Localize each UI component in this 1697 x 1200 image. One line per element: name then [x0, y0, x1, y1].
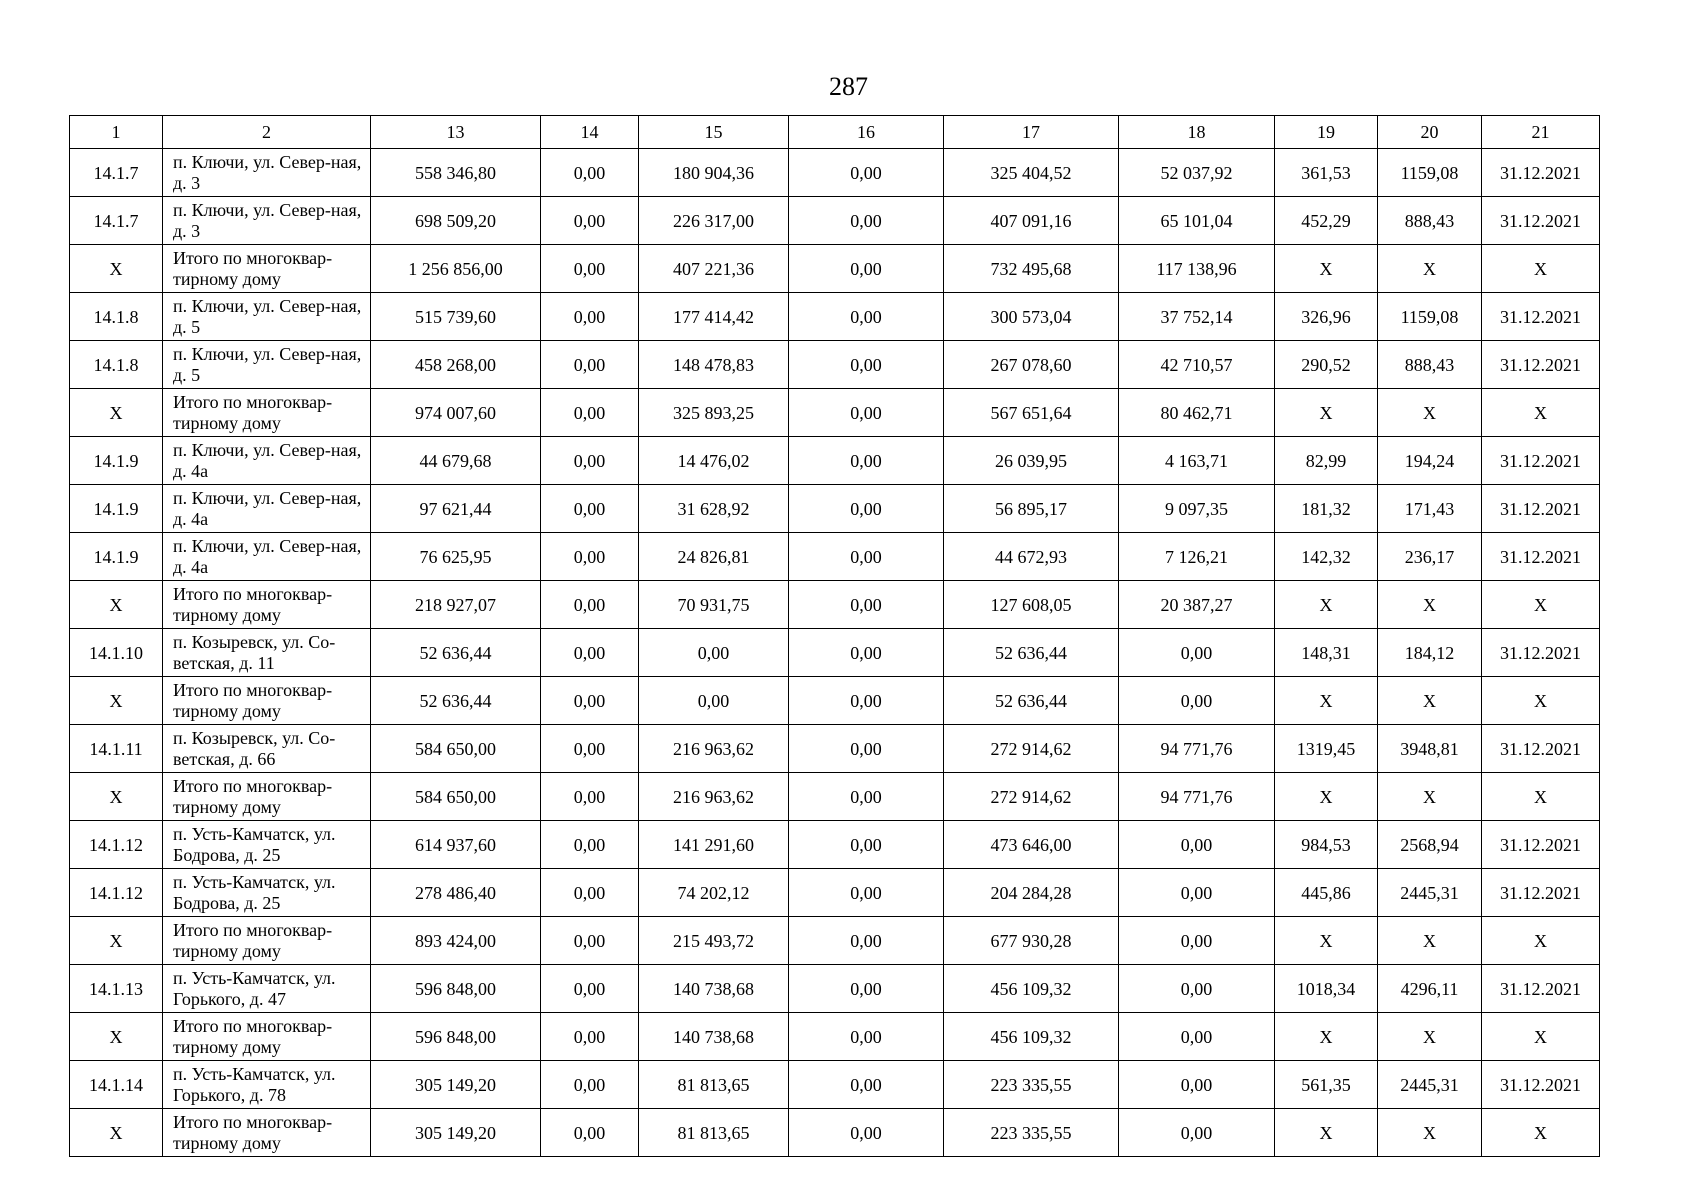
- col14-cell: 0,00: [541, 773, 639, 821]
- col15-cell: 325 893,25: [639, 389, 789, 437]
- row-number-cell: 14.1.11: [70, 725, 163, 773]
- row-number-cell: X: [70, 581, 163, 629]
- col20-cell: 171,43: [1378, 485, 1482, 533]
- col16-cell: 0,00: [789, 917, 944, 965]
- col15-cell: 148 478,83: [639, 341, 789, 389]
- col21-cell: X: [1482, 773, 1600, 821]
- table-row: [70, 389, 1600, 437]
- address-cell: п. Усть-Камчатск, ул. Горького, д. 47: [163, 965, 371, 1013]
- col16-cell: 0,00: [789, 149, 944, 197]
- col14-cell: 0,00: [541, 869, 639, 917]
- col15-cell: 216 963,62: [639, 725, 789, 773]
- col14-cell: 0,00: [541, 821, 639, 869]
- row-number-cell: X: [70, 677, 163, 725]
- col13-cell: 596 848,00: [371, 1013, 541, 1061]
- col15-cell: 14 476,02: [639, 437, 789, 485]
- col20-cell: 194,24: [1378, 437, 1482, 485]
- col14-cell: 0,00: [541, 197, 639, 245]
- col20-cell: X: [1378, 677, 1482, 725]
- address-cell: п. Ключи, ул. Север-ная, д. 4а: [163, 533, 371, 581]
- col20-cell: 2568,94: [1378, 821, 1482, 869]
- address-cell: п. Козыревск, ул. Со-ветская, д. 66: [163, 725, 371, 773]
- col21-cell: 31.12.2021: [1482, 725, 1600, 773]
- col16-cell: 0,00: [789, 725, 944, 773]
- col19-cell: 181,32: [1275, 485, 1378, 533]
- table-row: [70, 965, 1600, 1013]
- col17-cell: 26 039,95: [944, 437, 1119, 485]
- column-header: 18: [1119, 116, 1275, 149]
- col13-cell: 458 268,00: [371, 341, 541, 389]
- col18-cell: 0,00: [1119, 821, 1275, 869]
- col20-cell: 4296,11: [1378, 965, 1482, 1013]
- table-body: [70, 149, 1600, 1157]
- col19-cell: X: [1275, 245, 1378, 293]
- col21-cell: X: [1482, 245, 1600, 293]
- col18-cell: 94 771,76: [1119, 725, 1275, 773]
- col13-cell: 278 486,40: [371, 869, 541, 917]
- col19-cell: 445,86: [1275, 869, 1378, 917]
- col17-cell: 456 109,32: [944, 1013, 1119, 1061]
- table-row: [70, 1013, 1600, 1061]
- address-cell: Итого по многоквар-тирному дому: [163, 1109, 371, 1157]
- col21-cell: 31.12.2021: [1482, 821, 1600, 869]
- col16-cell: 0,00: [789, 533, 944, 581]
- col18-cell: 0,00: [1119, 869, 1275, 917]
- col19-cell: X: [1275, 1013, 1378, 1061]
- col17-cell: 223 335,55: [944, 1109, 1119, 1157]
- col16-cell: 0,00: [789, 1061, 944, 1109]
- col19-cell: 326,96: [1275, 293, 1378, 341]
- col19-cell: 1018,34: [1275, 965, 1378, 1013]
- col13-cell: 305 149,20: [371, 1109, 541, 1157]
- col19-cell: X: [1275, 773, 1378, 821]
- col18-cell: 0,00: [1119, 1061, 1275, 1109]
- col14-cell: 0,00: [541, 389, 639, 437]
- col17-cell: 272 914,62: [944, 725, 1119, 773]
- row-number-cell: X: [70, 1013, 163, 1061]
- col14-cell: 0,00: [541, 1109, 639, 1157]
- col21-cell: 31.12.2021: [1482, 149, 1600, 197]
- col18-cell: 0,00: [1119, 1013, 1275, 1061]
- column-header: 15: [639, 116, 789, 149]
- col20-cell: 1159,08: [1378, 149, 1482, 197]
- col14-cell: 0,00: [541, 149, 639, 197]
- col14-cell: 0,00: [541, 917, 639, 965]
- col17-cell: 407 091,16: [944, 197, 1119, 245]
- col21-cell: 31.12.2021: [1482, 1061, 1600, 1109]
- col17-cell: 325 404,52: [944, 149, 1119, 197]
- col14-cell: 0,00: [541, 485, 639, 533]
- col17-cell: 300 573,04: [944, 293, 1119, 341]
- col13-cell: 698 509,20: [371, 197, 541, 245]
- column-header: 14: [541, 116, 639, 149]
- row-number-cell: 14.1.9: [70, 485, 163, 533]
- table-row: [70, 485, 1600, 533]
- col15-cell: 24 826,81: [639, 533, 789, 581]
- col20-cell: 888,43: [1378, 341, 1482, 389]
- col15-cell: 180 904,36: [639, 149, 789, 197]
- col21-cell: X: [1482, 677, 1600, 725]
- col16-cell: 0,00: [789, 773, 944, 821]
- col17-cell: 223 335,55: [944, 1061, 1119, 1109]
- row-number-cell: 14.1.13: [70, 965, 163, 1013]
- col18-cell: 94 771,76: [1119, 773, 1275, 821]
- col19-cell: X: [1275, 581, 1378, 629]
- col20-cell: 236,17: [1378, 533, 1482, 581]
- address-cell: Итого по многоквар-тирному дому: [163, 581, 371, 629]
- address-cell: Итого по многоквар-тирному дому: [163, 245, 371, 293]
- col15-cell: 215 493,72: [639, 917, 789, 965]
- row-number-cell: 14.1.12: [70, 869, 163, 917]
- col20-cell: X: [1378, 917, 1482, 965]
- col21-cell: 31.12.2021: [1482, 437, 1600, 485]
- address-cell: п. Усть-Камчатск, ул. Бодрова, д. 25: [163, 821, 371, 869]
- col20-cell: 184,12: [1378, 629, 1482, 677]
- col19-cell: X: [1275, 389, 1378, 437]
- col14-cell: 0,00: [541, 437, 639, 485]
- col13-cell: 974 007,60: [371, 389, 541, 437]
- col18-cell: 42 710,57: [1119, 341, 1275, 389]
- col15-cell: 177 414,42: [639, 293, 789, 341]
- row-number-cell: 14.1.8: [70, 293, 163, 341]
- row-number-cell: 14.1.8: [70, 341, 163, 389]
- column-header: 20: [1378, 116, 1482, 149]
- col21-cell: 31.12.2021: [1482, 533, 1600, 581]
- page-number: 287: [829, 72, 868, 101]
- col19-cell: 452,29: [1275, 197, 1378, 245]
- table-row: [70, 773, 1600, 821]
- col19-cell: X: [1275, 677, 1378, 725]
- col14-cell: 0,00: [541, 1013, 639, 1061]
- col21-cell: 31.12.2021: [1482, 341, 1600, 389]
- col21-cell: X: [1482, 1109, 1600, 1157]
- table-row: [70, 869, 1600, 917]
- col13-cell: 584 650,00: [371, 725, 541, 773]
- col20-cell: X: [1378, 773, 1482, 821]
- data-table: [69, 115, 1600, 1157]
- row-number-cell: 14.1.7: [70, 149, 163, 197]
- col13-cell: 584 650,00: [371, 773, 541, 821]
- col21-cell: X: [1482, 917, 1600, 965]
- col14-cell: 0,00: [541, 341, 639, 389]
- column-header: 13: [371, 116, 541, 149]
- table-row: [70, 581, 1600, 629]
- col18-cell: 37 752,14: [1119, 293, 1275, 341]
- table-row: [70, 917, 1600, 965]
- col21-cell: 31.12.2021: [1482, 293, 1600, 341]
- col21-cell: 31.12.2021: [1482, 965, 1600, 1013]
- col18-cell: 4 163,71: [1119, 437, 1275, 485]
- col18-cell: 20 387,27: [1119, 581, 1275, 629]
- col18-cell: 0,00: [1119, 965, 1275, 1013]
- col17-cell: 272 914,62: [944, 773, 1119, 821]
- col17-cell: 52 636,44: [944, 677, 1119, 725]
- table-row: [70, 821, 1600, 869]
- row-number-cell: 14.1.14: [70, 1061, 163, 1109]
- table-row: [70, 1109, 1600, 1157]
- column-header: 16: [789, 116, 944, 149]
- col15-cell: 81 813,65: [639, 1061, 789, 1109]
- col19-cell: 142,32: [1275, 533, 1378, 581]
- col17-cell: 52 636,44: [944, 629, 1119, 677]
- row-number-cell: 14.1.12: [70, 821, 163, 869]
- col21-cell: X: [1482, 1013, 1600, 1061]
- col21-cell: X: [1482, 389, 1600, 437]
- col14-cell: 0,00: [541, 1061, 639, 1109]
- col16-cell: 0,00: [789, 629, 944, 677]
- address-cell: п. Ключи, ул. Север-ная, д. 3: [163, 197, 371, 245]
- col19-cell: 561,35: [1275, 1061, 1378, 1109]
- col13-cell: 893 424,00: [371, 917, 541, 965]
- col16-cell: 0,00: [789, 1013, 944, 1061]
- col21-cell: 31.12.2021: [1482, 197, 1600, 245]
- col18-cell: 117 138,96: [1119, 245, 1275, 293]
- address-cell: п. Усть-Камчатск, ул. Горького, д. 78: [163, 1061, 371, 1109]
- address-cell: п. Усть-Камчатск, ул. Бодрова, д. 25: [163, 869, 371, 917]
- address-cell: п. Ключи, ул. Север-ная, д. 5: [163, 341, 371, 389]
- row-number-cell: X: [70, 245, 163, 293]
- address-cell: п. Ключи, ул. Север-ная, д. 3: [163, 149, 371, 197]
- address-cell: Итого по многоквар-тирному дому: [163, 389, 371, 437]
- col13-cell: 1 256 856,00: [371, 245, 541, 293]
- col13-cell: 76 625,95: [371, 533, 541, 581]
- col15-cell: 141 291,60: [639, 821, 789, 869]
- col16-cell: 0,00: [789, 581, 944, 629]
- col18-cell: 0,00: [1119, 1109, 1275, 1157]
- col14-cell: 0,00: [541, 293, 639, 341]
- col21-cell: 31.12.2021: [1482, 629, 1600, 677]
- column-header: 17: [944, 116, 1119, 149]
- col13-cell: 52 636,44: [371, 629, 541, 677]
- col14-cell: 0,00: [541, 629, 639, 677]
- col13-cell: 44 679,68: [371, 437, 541, 485]
- table-row: [70, 293, 1600, 341]
- col14-cell: 0,00: [541, 965, 639, 1013]
- table-row: [70, 677, 1600, 725]
- col15-cell: 70 931,75: [639, 581, 789, 629]
- col19-cell: 984,53: [1275, 821, 1378, 869]
- col19-cell: 1319,45: [1275, 725, 1378, 773]
- col20-cell: X: [1378, 389, 1482, 437]
- col17-cell: 567 651,64: [944, 389, 1119, 437]
- col15-cell: 0,00: [639, 629, 789, 677]
- col17-cell: 56 895,17: [944, 485, 1119, 533]
- row-number-cell: 14.1.9: [70, 437, 163, 485]
- col20-cell: X: [1378, 1109, 1482, 1157]
- col17-cell: 456 109,32: [944, 965, 1119, 1013]
- col13-cell: 218 927,07: [371, 581, 541, 629]
- col15-cell: 31 628,92: [639, 485, 789, 533]
- address-cell: п. Козыревск, ул. Со-ветская, д. 11: [163, 629, 371, 677]
- col20-cell: 2445,31: [1378, 1061, 1482, 1109]
- col18-cell: 9 097,35: [1119, 485, 1275, 533]
- col19-cell: X: [1275, 1109, 1378, 1157]
- col17-cell: 44 672,93: [944, 533, 1119, 581]
- col20-cell: 888,43: [1378, 197, 1482, 245]
- column-header: 1: [70, 116, 163, 149]
- col21-cell: X: [1482, 581, 1600, 629]
- col16-cell: 0,00: [789, 677, 944, 725]
- col13-cell: 614 937,60: [371, 821, 541, 869]
- col20-cell: X: [1378, 245, 1482, 293]
- col17-cell: 204 284,28: [944, 869, 1119, 917]
- col16-cell: 0,00: [789, 965, 944, 1013]
- col16-cell: 0,00: [789, 245, 944, 293]
- col17-cell: 732 495,68: [944, 245, 1119, 293]
- table-row: [70, 197, 1600, 245]
- col13-cell: 52 636,44: [371, 677, 541, 725]
- col18-cell: 65 101,04: [1119, 197, 1275, 245]
- col15-cell: 74 202,12: [639, 869, 789, 917]
- col18-cell: 0,00: [1119, 677, 1275, 725]
- table-row: [70, 629, 1600, 677]
- col16-cell: 0,00: [789, 821, 944, 869]
- col19-cell: X: [1275, 917, 1378, 965]
- col18-cell: 0,00: [1119, 629, 1275, 677]
- col20-cell: 1159,08: [1378, 293, 1482, 341]
- table-row: [70, 149, 1600, 197]
- col19-cell: 290,52: [1275, 341, 1378, 389]
- row-number-cell: 14.1.9: [70, 533, 163, 581]
- header-row: [70, 116, 1600, 149]
- row-number-cell: X: [70, 917, 163, 965]
- col16-cell: 0,00: [789, 341, 944, 389]
- address-cell: п. Ключи, ул. Север-ная, д. 4а: [163, 437, 371, 485]
- col13-cell: 305 149,20: [371, 1061, 541, 1109]
- table-row: [70, 245, 1600, 293]
- col14-cell: 0,00: [541, 677, 639, 725]
- col17-cell: 267 078,60: [944, 341, 1119, 389]
- col20-cell: 3948,81: [1378, 725, 1482, 773]
- col15-cell: 140 738,68: [639, 965, 789, 1013]
- col20-cell: X: [1378, 1013, 1482, 1061]
- col15-cell: 81 813,65: [639, 1109, 789, 1157]
- col18-cell: 7 126,21: [1119, 533, 1275, 581]
- col16-cell: 0,00: [789, 437, 944, 485]
- col16-cell: 0,00: [789, 1109, 944, 1157]
- col15-cell: 216 963,62: [639, 773, 789, 821]
- col20-cell: 2445,31: [1378, 869, 1482, 917]
- col18-cell: 80 462,71: [1119, 389, 1275, 437]
- table-row: [70, 533, 1600, 581]
- table-row: [70, 1061, 1600, 1109]
- row-number-cell: 14.1.10: [70, 629, 163, 677]
- col20-cell: X: [1378, 581, 1482, 629]
- col21-cell: 31.12.2021: [1482, 869, 1600, 917]
- col19-cell: 361,53: [1275, 149, 1378, 197]
- col19-cell: 148,31: [1275, 629, 1378, 677]
- table-row: [70, 341, 1600, 389]
- col18-cell: 52 037,92: [1119, 149, 1275, 197]
- col13-cell: 97 621,44: [371, 485, 541, 533]
- col21-cell: 31.12.2021: [1482, 485, 1600, 533]
- col17-cell: 473 646,00: [944, 821, 1119, 869]
- col18-cell: 0,00: [1119, 917, 1275, 965]
- address-cell: Итого по многоквар-тирному дому: [163, 773, 371, 821]
- col14-cell: 0,00: [541, 581, 639, 629]
- col13-cell: 596 848,00: [371, 965, 541, 1013]
- column-header: 19: [1275, 116, 1378, 149]
- address-cell: п. Ключи, ул. Север-ная, д. 4а: [163, 485, 371, 533]
- column-header: 2: [163, 116, 371, 149]
- address-cell: п. Ключи, ул. Север-ная, д. 5: [163, 293, 371, 341]
- col17-cell: 127 608,05: [944, 581, 1119, 629]
- col17-cell: 677 930,28: [944, 917, 1119, 965]
- row-number-cell: X: [70, 389, 163, 437]
- col16-cell: 0,00: [789, 389, 944, 437]
- col13-cell: 558 346,80: [371, 149, 541, 197]
- address-cell: Итого по многоквар-тирному дому: [163, 677, 371, 725]
- row-number-cell: 14.1.7: [70, 197, 163, 245]
- col14-cell: 0,00: [541, 533, 639, 581]
- col15-cell: 140 738,68: [639, 1013, 789, 1061]
- row-number-cell: X: [70, 773, 163, 821]
- address-cell: Итого по многоквар-тирному дому: [163, 1013, 371, 1061]
- col15-cell: 407 221,36: [639, 245, 789, 293]
- col15-cell: 0,00: [639, 677, 789, 725]
- row-number-cell: X: [70, 1109, 163, 1157]
- table-row: [70, 725, 1600, 773]
- address-cell: Итого по многоквар-тирному дому: [163, 917, 371, 965]
- col16-cell: 0,00: [789, 197, 944, 245]
- col14-cell: 0,00: [541, 245, 639, 293]
- col19-cell: 82,99: [1275, 437, 1378, 485]
- column-header: 21: [1482, 116, 1600, 149]
- col15-cell: 226 317,00: [639, 197, 789, 245]
- col16-cell: 0,00: [789, 869, 944, 917]
- col16-cell: 0,00: [789, 485, 944, 533]
- col14-cell: 0,00: [541, 725, 639, 773]
- col13-cell: 515 739,60: [371, 293, 541, 341]
- col16-cell: 0,00: [789, 293, 944, 341]
- table-row: [70, 437, 1600, 485]
